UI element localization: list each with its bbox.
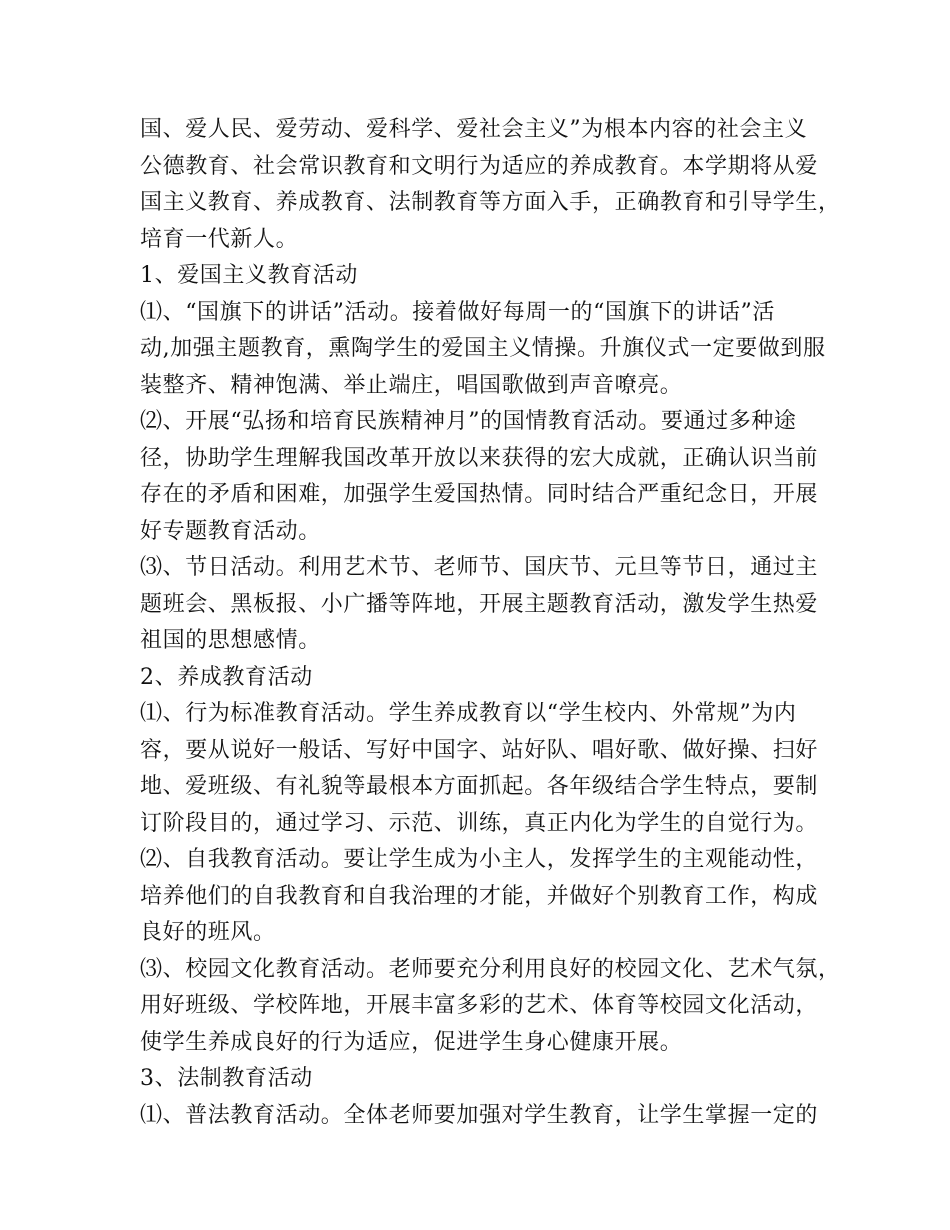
- text-line: 动,加强主题教育，熏陶学生的爱国主义情操。升旗仪式一定要做到服: [140, 336, 826, 361]
- text-line: 祖国的思想感情。: [140, 628, 321, 653]
- text-line: 订阶段目的，通过学习、示范、训练，真正内化为学生的自觉行为。: [140, 810, 819, 836]
- text-line: ⑴、普法教育活动。全体老师要加强对学生教育，让学生掌握一定的: [140, 1102, 819, 1128]
- text-line: ⑵、开展“弘扬和培育民族精神月”的国情教育活动。要通过多种途: [140, 409, 797, 434]
- text-line: 公德教育、社会常识教育和文明行为适应的养成教育。本学期将从爱: [140, 153, 819, 179]
- text-line: 存在的矛盾和困难，加强学生爱国热情。同时结合严重纪念日，开展: [140, 482, 819, 507]
- text-line: 地、爱班级、有礼貌等最根本方面抓起。各年级结合学生特点，要制: [140, 774, 819, 799]
- text-line: 装整齐、精神饱满、举止端庄，唱国歌做到声音嘹亮。: [140, 372, 683, 398]
- text-line: ⑵、自我教育活动。要让学生成为小主人，发挥学生的主观能动性，: [140, 847, 819, 872]
- text-line: 题班会、黑板报、小广播等阵地，开展主题教育活动，激发学生热爱: [140, 591, 819, 617]
- text-line: 培养他们的自我教育和自我治理的才能，并做好个别教育工作，构成: [140, 883, 819, 909]
- text-line: ⑴、“国旗下的讲话”活动。接着做好每周一的“国旗下的讲话”活: [140, 299, 775, 325]
- section-heading: 2、养成教育活动: [140, 664, 313, 690]
- text-line: 良好的班风。: [140, 920, 276, 945]
- text-line: 国、爱人民、爱劳动、爱科学、爱社会主义”为根本内容的社会主义: [140, 117, 808, 142]
- text-line: 径，协助学生理解我国改革开放以来获得的宏大成就，正确认识当前: [140, 445, 819, 471]
- section-heading: 3、法制教育活动: [140, 1066, 313, 1091]
- text-line: 用好班级、学校阵地，开展丰富多彩的艺术、体育等校园文化活动，: [140, 993, 819, 1018]
- text-line: 容，要从说好一般话、写好中国字、站好队、唱好歌、做好操、扫好: [140, 737, 819, 763]
- text-line: ⑶、节日活动。利用艺术节、老师节、国庆节、元旦等节日，通过主: [140, 555, 819, 580]
- text-line: ⑶、校园文化教育活动。老师要充分利用良好的校园文化、艺术气氛，: [140, 956, 841, 982]
- document-body: [140, 112, 840, 1134]
- text-line: 培育一代新人。: [140, 226, 299, 252]
- section-heading: 1、爱国主义教育活动: [140, 263, 358, 288]
- text-line: 使学生养成良好的行为适应，促进学生身心健康开展。: [140, 1029, 683, 1055]
- text-line: ⑴、行为标准教育活动。学生养成教育以“学生校内、外常规”为内: [140, 701, 797, 726]
- text-line: 国主义教育、养成教育、法制教育等方面入手，正确教育和引导学生，: [140, 190, 841, 215]
- text-line: 好专题教育活动。: [140, 518, 321, 544]
